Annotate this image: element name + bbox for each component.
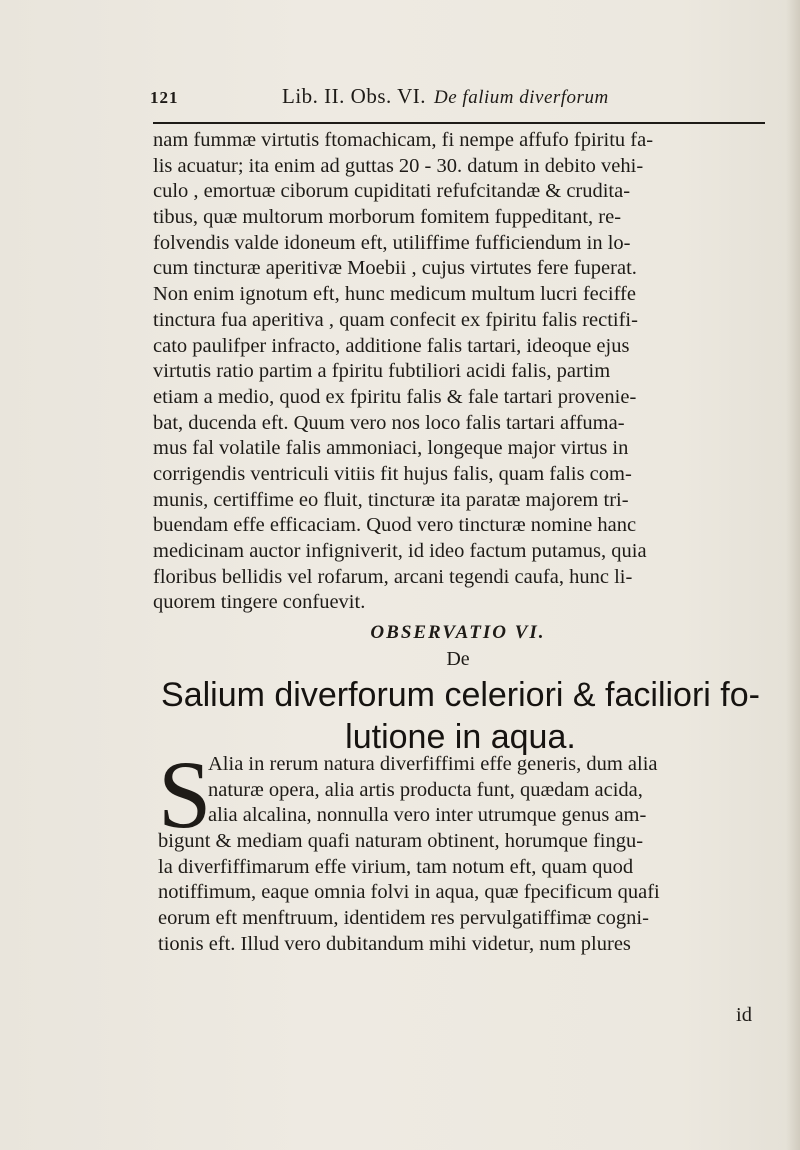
observation-heading: OBSERVATIO VI.	[370, 622, 546, 643]
text-line: cum tincturæ aperitivæ Moebii , cujus virtutes fere fuperat.	[153, 257, 637, 280]
drop-cap: S	[158, 741, 212, 848]
text-line: lis acuatur; ita enim ad guttas 20 - 30. datum in debito vehi-	[153, 154, 644, 177]
page-header	[150, 84, 765, 118]
text-line: mus fal volatile falis ammoniaci, longeque major virtus in	[153, 437, 629, 460]
text-line: Alia in rerum natura diverfiffimi effe generis, dum alia	[208, 753, 658, 775]
text-line: virtutis ratio partim a fpiritu fubtiliori acidi falis, partim	[153, 360, 611, 383]
paragraph-2-lines	[158, 741, 778, 958]
header-rule	[153, 122, 765, 124]
text-line: corrigendis ventriculi vitiis fit hujus falis, quam falis com-	[153, 462, 632, 485]
text-line: munis, certiffime eo fluit, tincturæ ita paratæ majorem tri-	[153, 488, 629, 511]
running-head-subject: De falium diverforum	[434, 87, 609, 108]
text-line: bat, ducenda eft. Quum vero nos loco falis tartari affuma-	[153, 411, 625, 434]
text-line: nam fummæ virtutis ftomachicam, fi nempe affufo fpiritu fa-	[153, 129, 654, 151]
running-head	[282, 84, 609, 109]
text-line: cato paulifper infracto, additione falis tartari, ideoque ejus	[153, 334, 630, 357]
text-line: folvendis valde idoneum eft, utiliffime fufficiendum in lo-	[153, 231, 631, 254]
text-line: buendam effe efficaciam. Quod vero tincturæ nomine hanc	[153, 514, 637, 537]
text-line: tionis eft. Illud vero dubitandum mihi videtur, num plures	[158, 932, 631, 955]
text-line: tinctura fua aperitiva , quam confecit ex fpiritu falis rectifi-	[153, 308, 638, 331]
title-line: lutione in aqua.	[345, 718, 576, 756]
text-line: notiffimum, eaque omnia folvi in aqua, quæ fpecificum quafi	[158, 881, 660, 904]
running-head-book: Lib. II. Obs. VI.	[282, 84, 427, 108]
text-line: tibus, quæ multorum morborum fomitem fuppeditant, re-	[153, 206, 622, 229]
text-line: culo , emortuæ ciborum cupiditati refufcitandæ & crudita-	[153, 180, 631, 203]
paragraph-1	[153, 128, 777, 616]
text-line: floribus bellidis vel rofarum, arcani tegendi caufa, hunc li-	[153, 565, 633, 588]
text-line: medicinam auctor infigniverit, id ideo factum putamus, quia	[153, 540, 647, 562]
title-line: Salium diverforum celeriori & faciliori fo-	[161, 676, 760, 714]
text-line: bigunt & mediam quafi naturam obtinent, horumque fingu-	[158, 830, 644, 853]
text-line: Non enim ignotum eft, hunc medicum multum lucri feciffe	[153, 283, 636, 306]
text-line: etiam a medio, quod ex fpiritu falis & fale tartari provenie-	[153, 385, 637, 408]
observation-title	[148, 674, 773, 758]
catchword: id	[736, 1004, 752, 1026]
observation-de: De	[446, 648, 470, 670]
page-number: 121	[150, 88, 179, 107]
text-line: alia alcalina, nonnulla vero inter utrumque genus am-	[208, 804, 647, 827]
text-line: quorem tingere confuevit.	[153, 591, 366, 614]
text-line: naturæ opera, alia artis producta funt, quædam acida,	[208, 778, 643, 801]
text-line: eorum eft menftruum, identidem res pervulgatiffimæ cogni-	[158, 907, 649, 930]
text-line: la diverfiffimarum effe virium, tam notum eft, quam quod	[158, 855, 634, 878]
page-edge-shadow	[786, 0, 800, 1150]
paragraph-2	[158, 741, 778, 958]
